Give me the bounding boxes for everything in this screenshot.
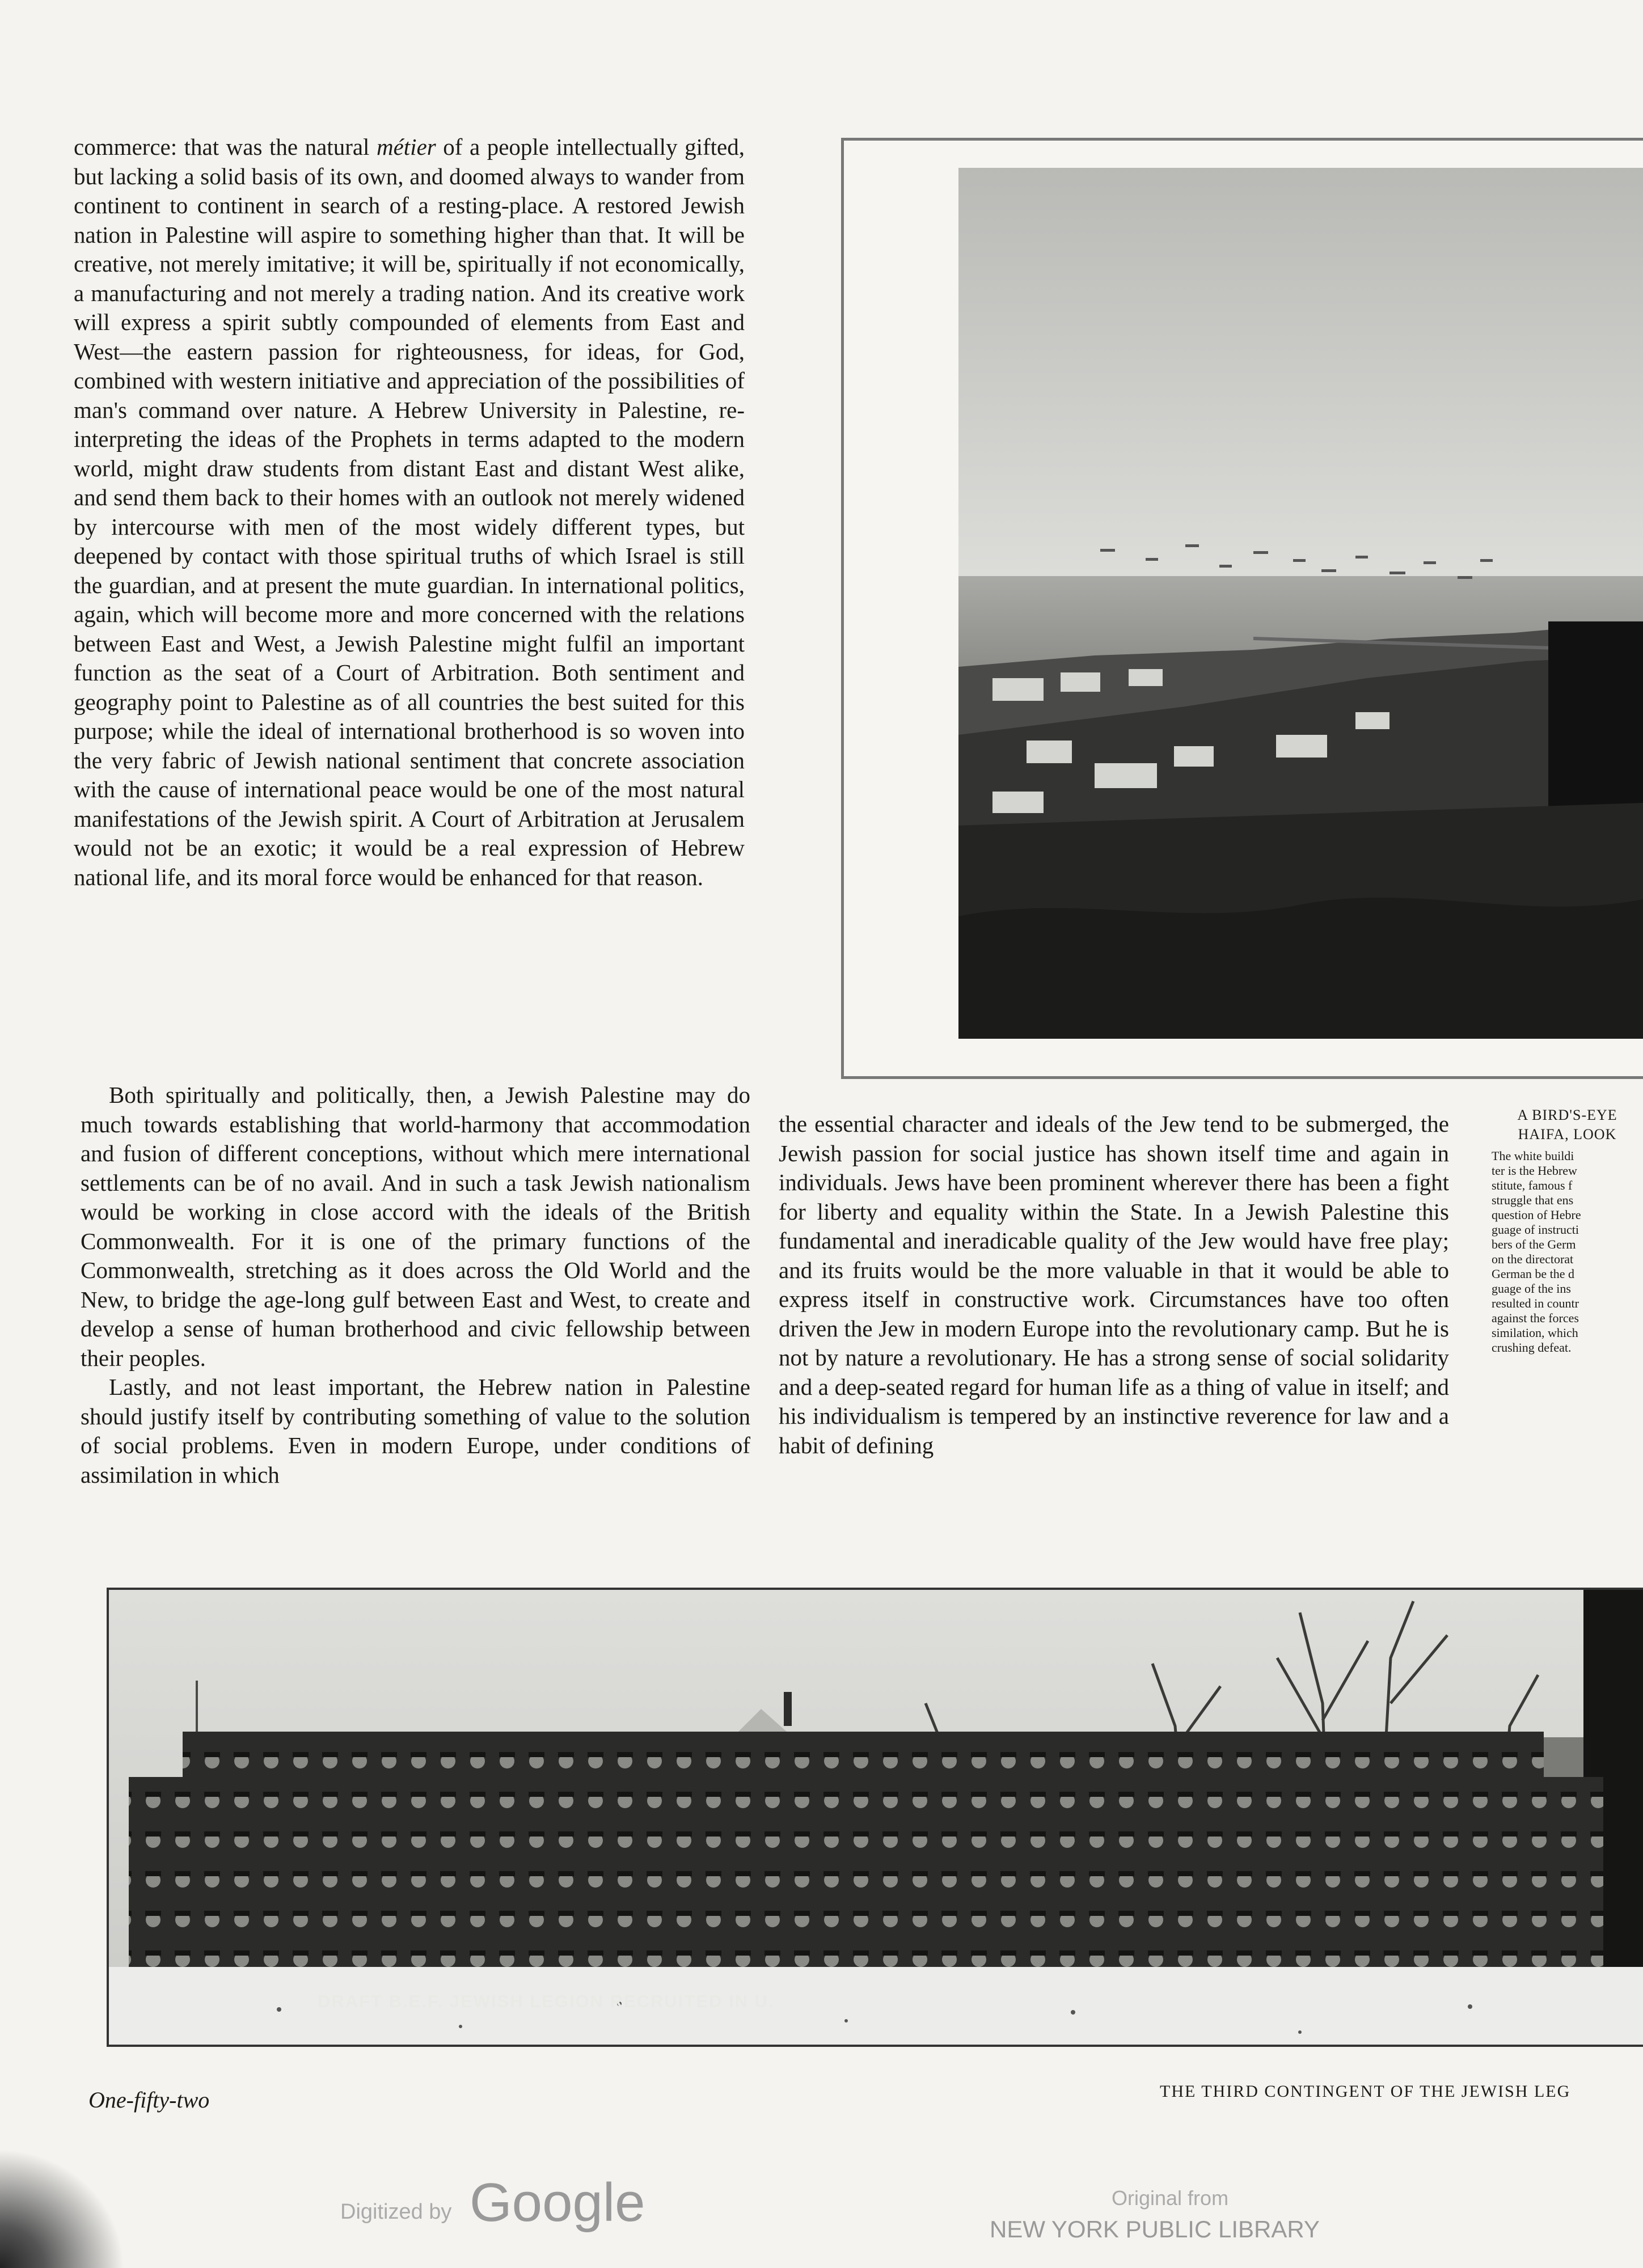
google-logo: Google bbox=[470, 2172, 645, 2233]
legion-group-photo bbox=[107, 1588, 1643, 2047]
library-name: NEW YORK PUBLIC LIBRARY bbox=[990, 2216, 1320, 2242]
legion-photo-inscription: DRAFT B.E.F. JEWISH LEGION RECRUITED IN U. bbox=[318, 1991, 775, 2011]
digitized-by-label: Digitized by bbox=[340, 2200, 452, 2224]
haifa-caption bbox=[1492, 1106, 1643, 1355]
haifa-photo-illustration bbox=[958, 168, 1643, 1039]
haifa-caption-title: A BIRD'S-EYE HAIFA, LOOK bbox=[1517, 1107, 1617, 1143]
paragraph-social-justice: the essential character and ideals of the Jew tend to be submerged, the Jewish passion for social justice has shown itself time and again in individuals. Jews have been prominent wherever there has been a fight for liberty and equality within the State. In a Jewish Palestine this fundamental and ineradicable quality of the Jew would have free play; and its fruits would be the more valuable in that it would be able to express itself in constructive work. Circumstances have too often driven the Jew in modern Europe into the revolutionary camp. But he is not by nature a revolutionary. He has a strong sense of social solidarity and a deep-seated regard for human life as a thing of value in itself; and his individualism is tempered by an instinctive reverence for law and a habit of defining bbox=[779, 1111, 1449, 1458]
paragraph-social-problems: Lastly, and not least important, the Hebrew nation in Palestine should justify itself by contributing something of value to the solution of social problems. Even in modern Europe, under conditions of assimilation in which bbox=[81, 1374, 750, 1488]
article-column-right bbox=[779, 1110, 1449, 1460]
legion-photo-caption: THE THIRD CONTINGENT OF THE JEWISH LEG bbox=[1160, 2082, 1571, 2101]
paragraph-commerce: commerce: that was the natural métier of a people intellectually gifted, but lacking a solid basis of its own, and doomed always to wander from continent to continent in search of a resting-place. A restored Jewish nation in Palestine will aspire to something higher than that. It will be creative, not merely imitative; it will be, spiritually if not economically, a manufacturing and not merely a trading nation. And its creative work will express a spirit subtly compounded of elements from East and West—the eastern passion for righteousness, for ideas, for God, combined with western initiative and appreciation of the possibilities of man's command over nature. A Hebrew University in Palestine, re-interpreting the ideas of the Prophets in terms adapted to the modern world, might draw students from distant East and distant West alike, and send them back to their homes with an outlook not merely widened by intercourse with men of the most widely different types, but deepened by contact with those spiritual truths of which Israel is still the guardian, and at present the mute guardian. In international politics, again, which will become more and more concerned with the relations between East and West, a Jewish Palestine might fulfil an important function as the seat of a Court of Arbitration. Both sentiment and geography point to Palestine as of all countries the best suited for this purpose; while the ideal of international brotherhood is so woven into the very fabric of Jewish national sentiment that concrete association with the cause of international peace would be one of the most natural manifestations of the Jewish spirit. A Court of Arbitration at Jerusalem would not be an exotic; it would be a real expression of Hebrew national life, and its moral force would be enhanced for that reason. bbox=[74, 134, 745, 890]
article-column-left-top bbox=[74, 133, 745, 892]
haifa-photo bbox=[958, 168, 1643, 1039]
legion-photo-illustration bbox=[109, 1590, 1643, 2047]
scan-edge-shadow bbox=[0, 2149, 125, 2268]
page-number: One-fifty-two bbox=[88, 2087, 210, 2113]
paragraph-world-harmony: Both spiritually and politically, then, a Jewish Palestine may do much towards establishing that world-harmony that accommodation and fusion of different conceptions, without which mere international settlements can be of no avail. And in such a task Jewish nationalism would be working in close accord with the ideals of the British Commonwealth. For it is one of the primary functions of the Commonwealth, stretching as it does across the Old World and the New, to bridge the age-long gulf between East and West, to create and develop a sense of human brotherhood and civic fellowship between their peoples. bbox=[81, 1082, 750, 1371]
article-column-left-bottom bbox=[81, 1081, 750, 1490]
haifa-caption-body: The white buildi ter is the Hebrew stitute, famous f struggle that ens question of Hebre guage of instructi bers of the Germ on the directorat German be the d guage of the ins resulted in countr against the forces similation, which crushing defeat. bbox=[1492, 1149, 1581, 1355]
original-from-label: Original from bbox=[1112, 2186, 1229, 2210]
